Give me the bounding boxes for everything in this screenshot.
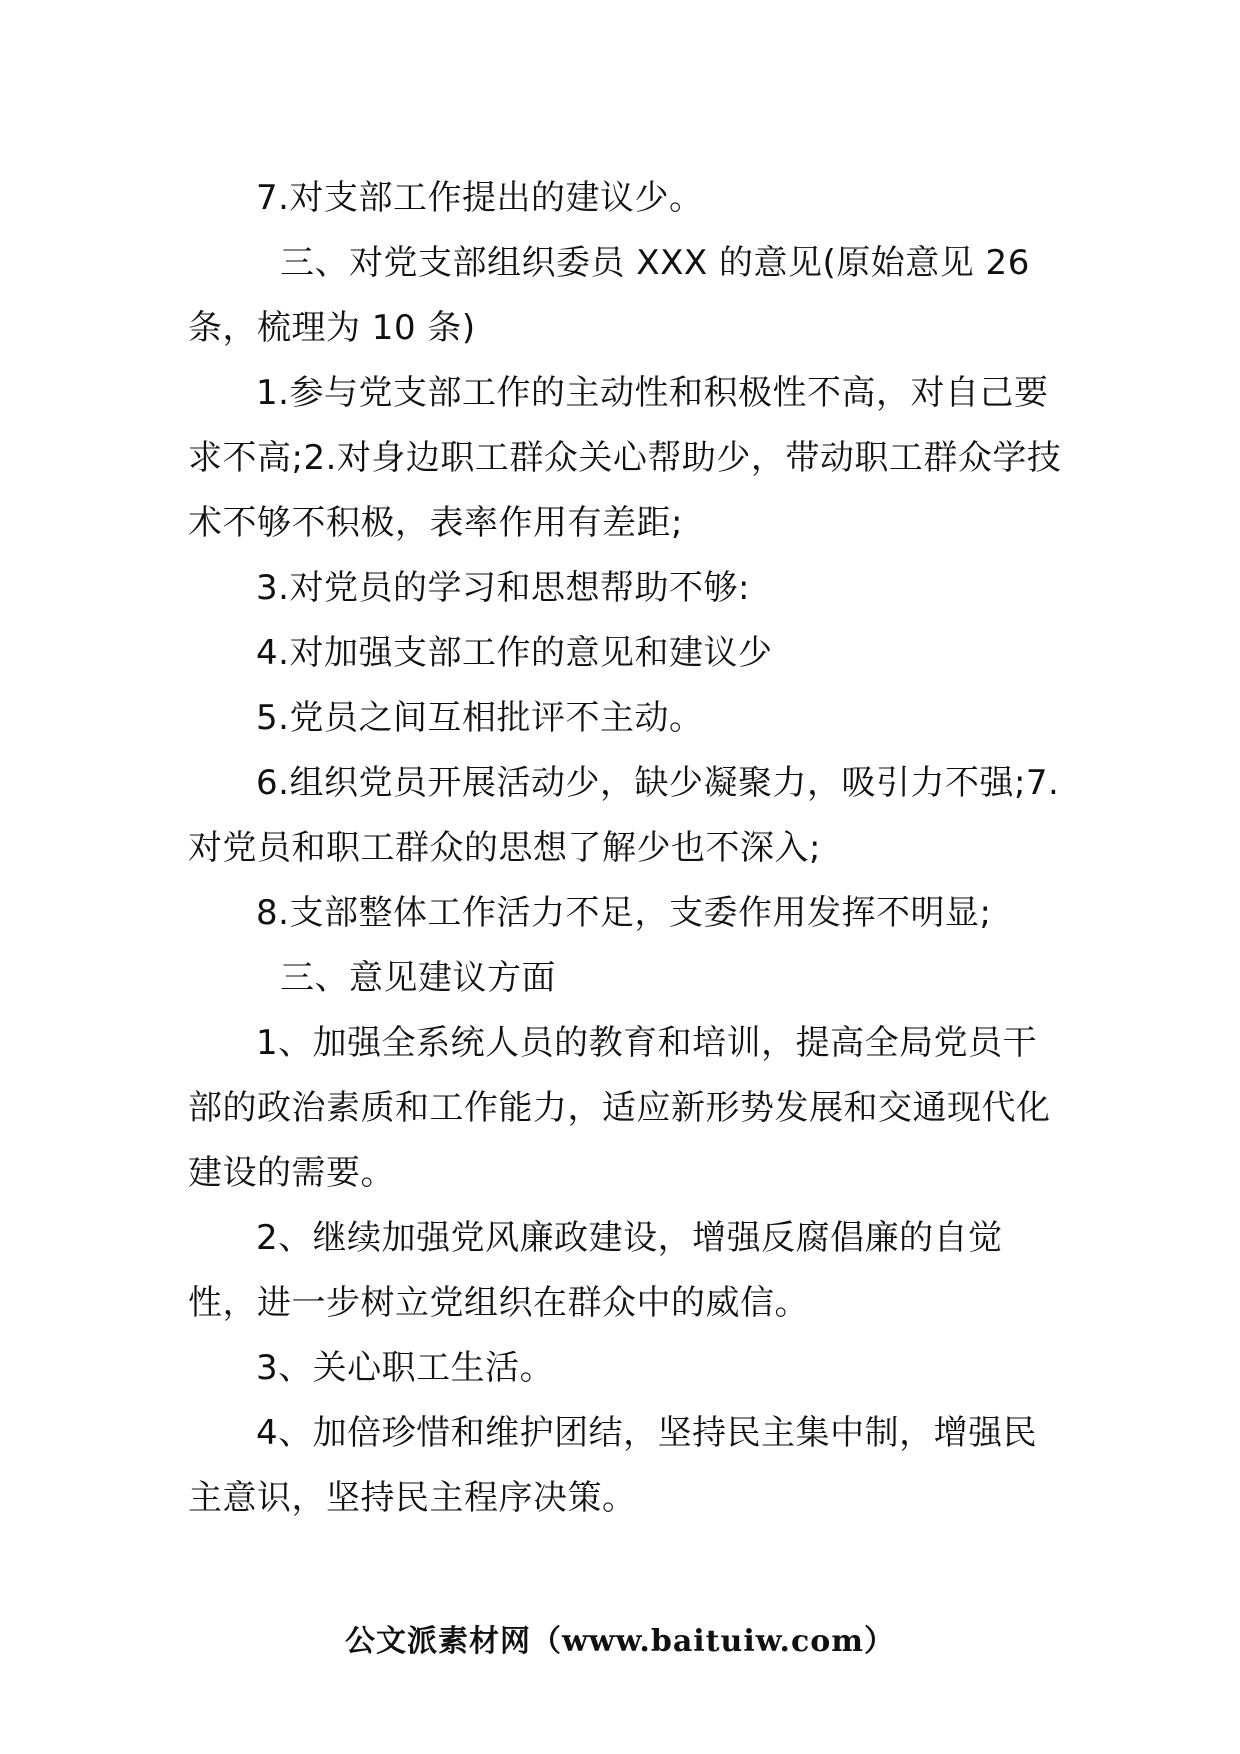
section-heading-organization-member: 三、对党支部组织委员 XXX 的意见(原始意见 26 条，梳理为 10 条) [188, 243, 1030, 348]
paragraph-item-8: 8.支部整体工作活力不足，支委作用发挥不明显; [256, 893, 992, 933]
paragraph-item-5: 5.党员之间互相批评不主动。 [256, 698, 704, 738]
footer-source: 公文派素材网（www.baituiw.com） [344, 1624, 896, 1659]
paragraph-item-7: 7.对支部工作提出的建议少。 [256, 178, 704, 218]
section-heading-suggestions: 三、意见建议方面 [280, 958, 556, 998]
document-body [188, 166, 1068, 1531]
paragraph-item-6-7: 6.组织党员开展活动少，缺少凝聚力，吸引力不强;7.对党员和职工群众的思想了解少也不深入; [188, 763, 1060, 868]
paragraph-item-3: 3.对党员的学习和思想帮助不够: [256, 568, 750, 608]
suggestion-item-2: 2、继续加强党风廉政建设，增强反腐倡廉的自觉性，进一步树立党组织在群众中的威信。 [188, 1218, 1003, 1323]
paragraph-item-1-2: 1.参与党支部工作的主动性和积极性不高，对自己要求不高;2.对身边职工群众关心帮助少，带动职工群众学技术不够不积极，表率作用有差距; [188, 373, 1062, 543]
suggestion-item-4: 4、加倍珍惜和维护团结，坚持民主集中制，增强民主意识，坚持民主程序决策。 [188, 1413, 1038, 1518]
suggestion-item-3: 3、关心职工生活。 [256, 1348, 555, 1388]
suggestion-item-1: 1、加强全系统人员的教育和培训，提高全局党员干部的政治素质和工作能力，适应新形势发展和交通现代化建设的需要。 [188, 1023, 1051, 1193]
paragraph-item-4: 4.对加强支部工作的意见和建议少 [256, 633, 773, 673]
